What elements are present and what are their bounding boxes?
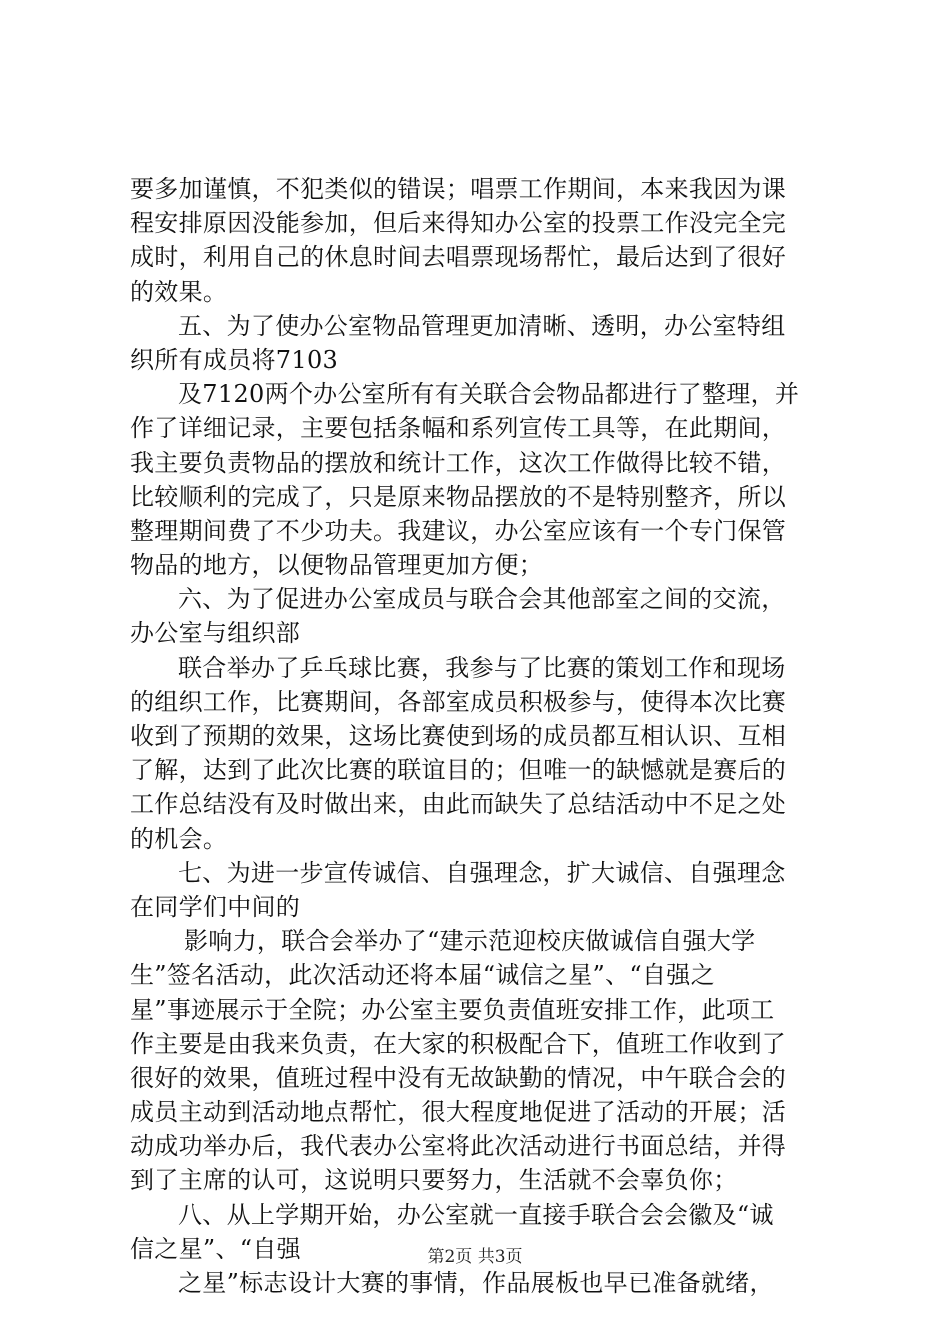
text-line: 很好的效果，值班过程中没有无故缺勤的情况，中午联合会的 xyxy=(130,1063,787,1092)
text-line: 成时，利用自己的休息时间去唱票现场帮忙，最后达到了很好 xyxy=(130,243,787,272)
document-body xyxy=(130,172,830,1300)
text-line: 工作总结没有及时做出来，由此而缺失了总结活动中不足之处 xyxy=(130,790,787,819)
text-line: 到了主席的认可，这说明只要努力，生活就不会辜负你； xyxy=(130,1166,738,1195)
page-footer: 第2页 共3页 xyxy=(427,1247,523,1267)
text-line: 的组织工作，比赛期间，各部室成员积极参与，使得本次比赛 xyxy=(130,687,787,716)
text-line: 物品的地方，以便物品管理更加方便； xyxy=(130,551,544,580)
text-line: 生”签名活动，此次活动还将本届“诚信之星”、“自强之 xyxy=(130,961,715,990)
text-line: 动成功举办后，我代表办公室将此次活动进行书面总结，并得 xyxy=(130,1132,787,1161)
text-line: 影响力，联合会举办了“建示范迎校庆做诚信自强大学 xyxy=(184,927,756,956)
text-line: 我主要负责物品的摆放和统计工作，这次工作做得比较不错， xyxy=(130,448,787,477)
text-line: 了解，达到了此次比赛的联谊目的；但唯一的缺憾就是赛后的 xyxy=(130,756,787,785)
text-line: 成员主动到活动地点帮忙，很大程度地促进了活动的开展；活 xyxy=(130,1098,787,1127)
text-line: 作主要是由我来负责，在大家的积极配合下，值班工作收到了 xyxy=(130,1029,787,1058)
text-line: 作了详细记录，主要包括条幅和系列宣传工具等，在此期间， xyxy=(130,414,787,443)
text-line: 收到了预期的效果，这场比赛使到场的成员都互相认识、互相 xyxy=(130,722,787,750)
text-line: 联合举办了乒乓球比赛，我参与了比赛的策划工作和现场 xyxy=(178,653,786,682)
text-line: 六、为了促进办公室成员与联合会其他部室之间的交流， xyxy=(178,585,786,614)
text-line: 比较顺利的完成了，只是原来物品摆放的不是特别整齐，所以 xyxy=(130,482,787,511)
text-line: 的机会。 xyxy=(130,824,228,853)
text-line: 之星”标志设计大赛的事情，作品展板也早已准备就绪， xyxy=(178,1269,774,1297)
text-line: 星”事迹展示于全院；办公室主要负责值班安排工作，此项工 xyxy=(130,995,775,1024)
text-line: 织所有成员将7103 xyxy=(130,345,339,374)
text-line: 要多加谨慎，不犯类似的错误；唱票工作期间，本来我因为课 xyxy=(130,175,787,203)
text-line: 八、从上学期开始，办公室就一直接手联合会会徽及“诚 xyxy=(178,1200,774,1229)
text-line: 程安排原因没能参加，但后来得知办公室的投票工作没完全完 xyxy=(130,209,787,238)
text-line: 及7120两个办公室所有有关联合会物品都进行了整理，并 xyxy=(178,380,800,409)
text-line: 七、为进一步宣传诚信、自强理念，扩大诚信、自强理念 xyxy=(178,858,786,887)
text-line: 的效果。 xyxy=(130,277,228,306)
text-line: 信之星”、“自强 xyxy=(130,1234,301,1263)
text-line: 办公室与组织部 xyxy=(130,619,301,648)
text-line: 在同学们中间的 xyxy=(130,892,301,921)
text-line: 整理期间费了不少功夫。我建议，办公室应该有一个专门保管 xyxy=(130,516,787,545)
text-line: 五、为了使办公室物品管理更加清晰、透明，办公室特组 xyxy=(178,311,786,340)
